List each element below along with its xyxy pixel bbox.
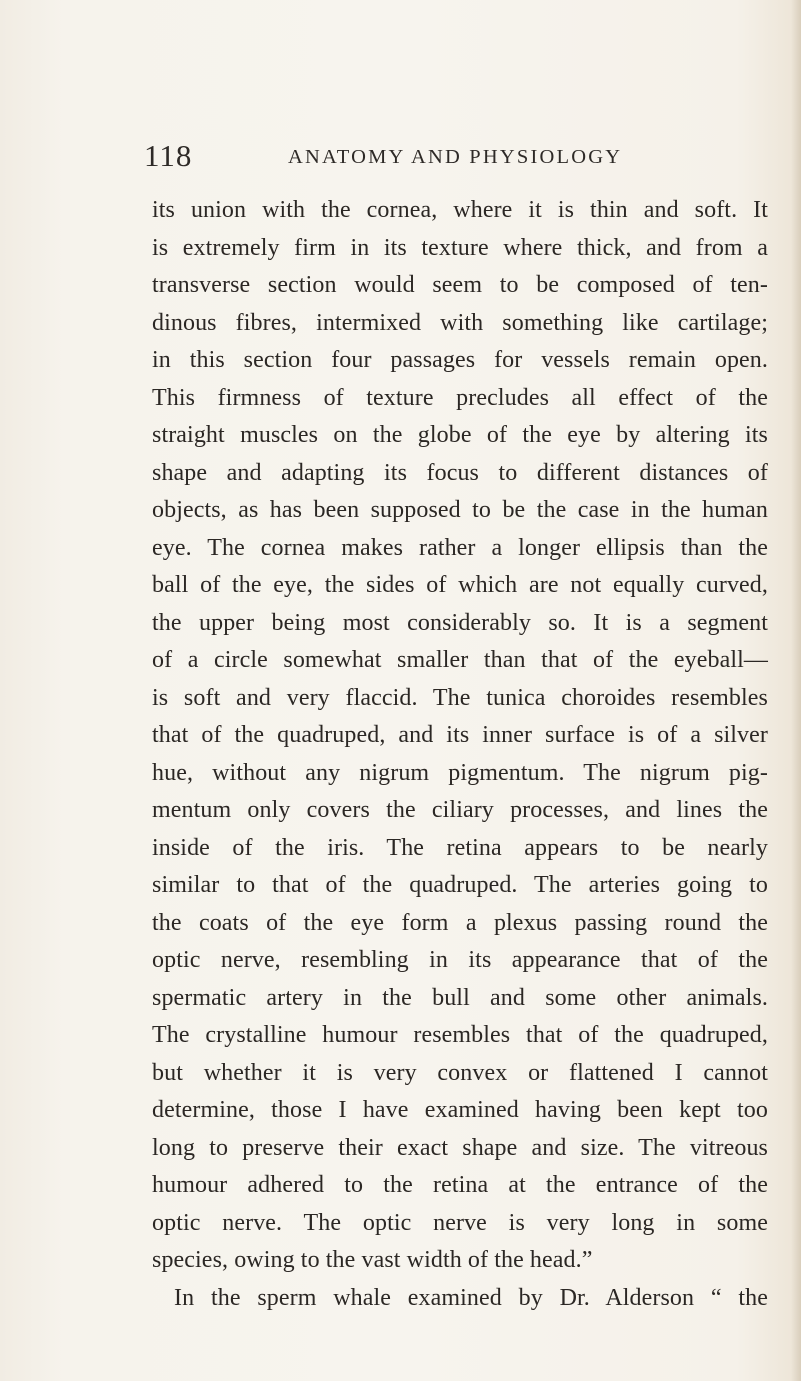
text-line: the coats of the eye form a plexus passing round the [152, 909, 768, 936]
text-line: spermatic artery in the bull and some other animals. [152, 984, 768, 1011]
text-line: is extremely firm in its texture where thick, and from a [152, 234, 768, 261]
text-line: straight muscles on the globe of the eye by altering its [152, 422, 768, 448]
text-line: long to preserve their exact shape and size. The vitreous [152, 1134, 768, 1161]
text-line: The crystalline humour resembles that of the quadruped, [152, 1022, 768, 1048]
text-line: in this section four passages for vessels remain open. [152, 347, 768, 373]
text-line: inside of the iris. The retina appears to be nearly [152, 834, 768, 861]
page-number: 118 [144, 138, 193, 173]
text-line: but whether it is very convex or flattened I cannot [152, 1059, 768, 1086]
text-line: of a circle somewhat smaller than that of the eyeball— [152, 647, 768, 673]
text-line: similar to that of the quadruped. The arteries going to [152, 872, 768, 898]
text-line-paragraph-start: In the sperm whale examined by Dr. Alderson “ the [174, 1284, 768, 1311]
running-head-title: ANATOMY AND PHYSIOLOGY [288, 146, 623, 168]
text-line: the upper being most considerably so. It is a segment [152, 609, 768, 636]
text-line: determine, those I have examined having been kept too [152, 1097, 768, 1123]
body-text [152, 192, 768, 1317]
text-line: objects, as has been supposed to be the case in the human [152, 497, 768, 523]
text-line: that of the quadruped, and its inner surface is of a silver [152, 722, 768, 748]
text-line: hue, without any nigrum pigmentum. The nigrum pig- [152, 759, 768, 786]
text-line: optic nerve, resembling in its appearance that of the [152, 947, 768, 973]
text-line: is soft and very flaccid. The tunica choroides resembles [152, 684, 768, 711]
text-line-paragraph-end: species, owing to the vast width of the head.” [152, 1247, 593, 1273]
text-line: This firmness of texture precludes all effect of the [152, 384, 768, 411]
text-line: mentum only covers the ciliary processes, and lines the [152, 797, 768, 823]
text-line: ball of the eye, the sides of which are not equally curved, [152, 572, 768, 598]
text-line: its union with the cornea, where it is thin and soft. It [152, 197, 768, 223]
text-line: optic nerve. The optic nerve is very long in some [152, 1209, 768, 1236]
text-line: transverse section would seem to be composed of ten- [152, 272, 768, 298]
running-head [144, 138, 664, 178]
page-edge-shadow [791, 0, 801, 1381]
text-line: dinous fibres, intermixed with something like cartilage; [152, 309, 768, 336]
text-line: shape and adapting its focus to different distances of [152, 459, 768, 486]
text-line: humour adhered to the retina at the entrance of the [152, 1172, 768, 1198]
text-line: eye. The cornea makes rather a longer ellipsis than the [152, 534, 768, 561]
